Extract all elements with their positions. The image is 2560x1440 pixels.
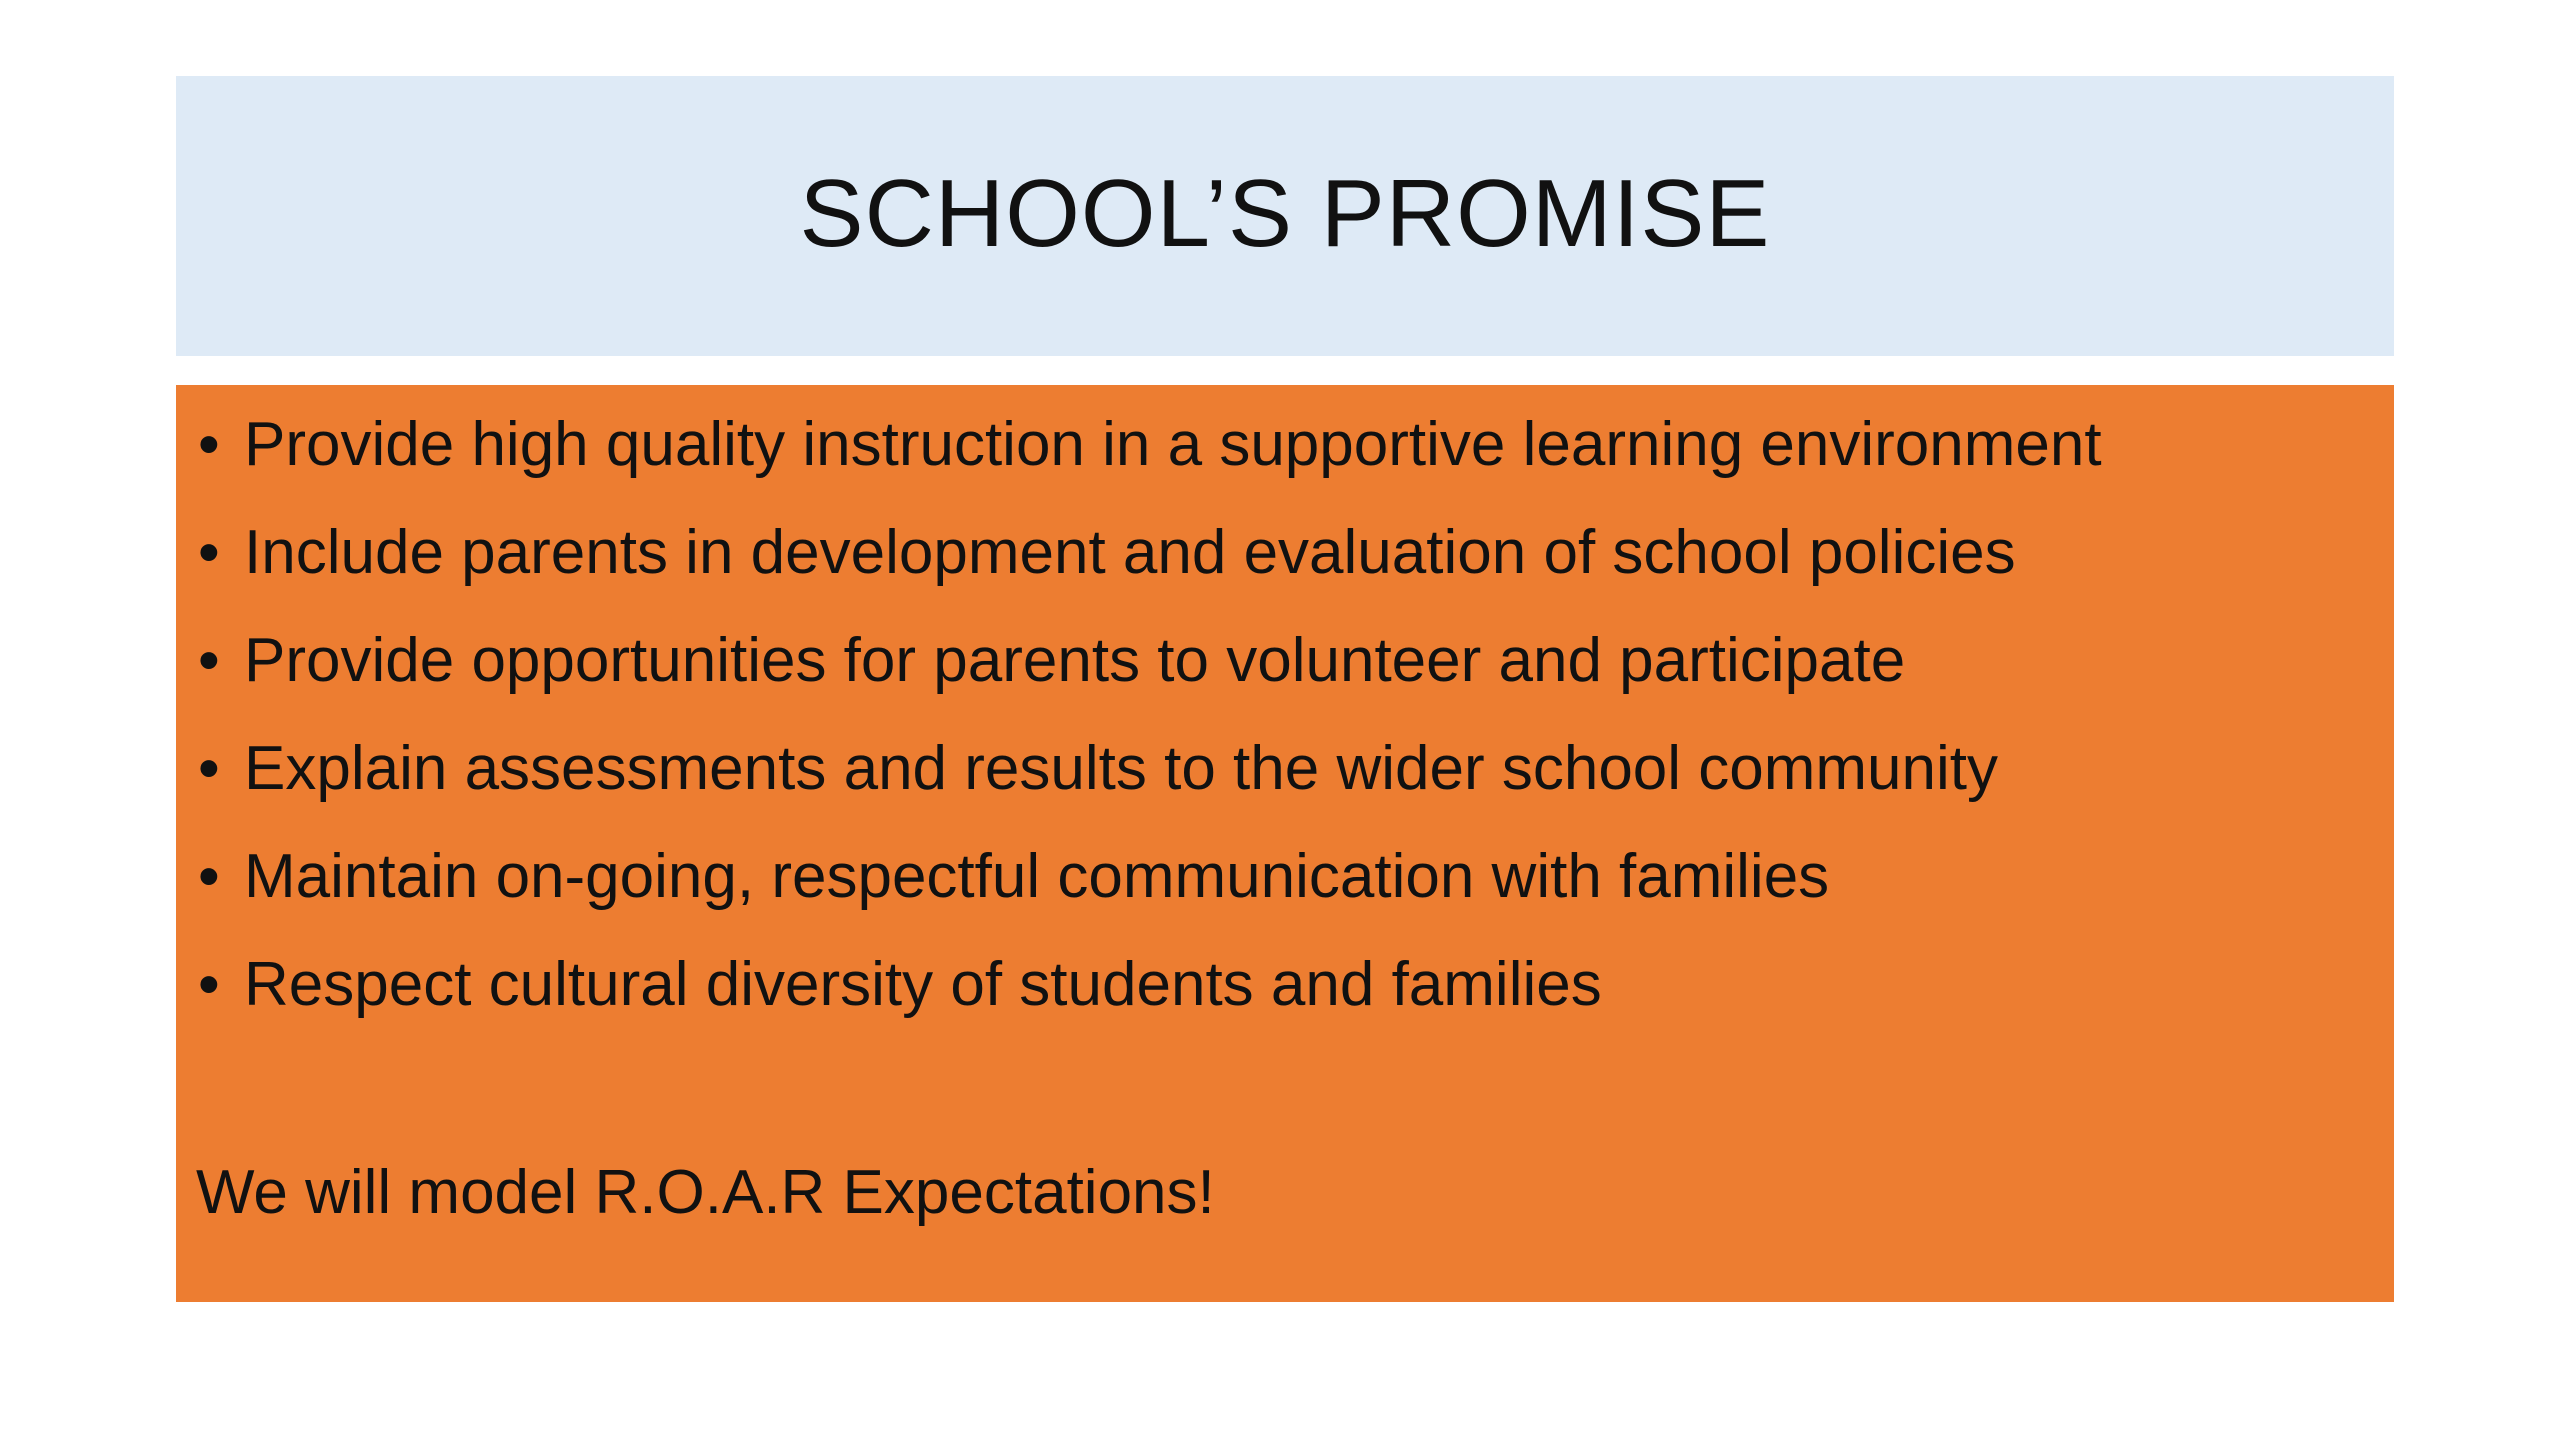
list-item bbox=[196, 935, 2386, 1043]
list-item-text: Explain assessments and results to the wider school community bbox=[244, 734, 1999, 803]
bullet-icon: • bbox=[198, 734, 220, 803]
list-item bbox=[196, 719, 2386, 827]
list-item-text: Provide opportunities for parents to volunteer and participate bbox=[244, 626, 1906, 695]
list-item-text: Provide high quality instruction in a supportive learning environment bbox=[244, 410, 2102, 479]
closing-statement: We will model R.O.A.R Expectations! bbox=[196, 1158, 1215, 1227]
list-item-text: Respect cultural diversity of students and families bbox=[244, 950, 1602, 1019]
bullet-icon: • bbox=[198, 626, 220, 695]
promise-content-box bbox=[176, 385, 2394, 1302]
list-item bbox=[196, 827, 2386, 935]
bullet-icon: • bbox=[198, 518, 220, 587]
promise-list bbox=[196, 395, 2386, 1043]
bullet-icon: • bbox=[198, 842, 220, 911]
list-item-text: Include parents in development and evaluation of school policies bbox=[244, 518, 2016, 587]
slide-title: SCHOOL’S PROMISE bbox=[799, 160, 1771, 267]
list-item bbox=[196, 395, 2386, 503]
list-item bbox=[196, 611, 2386, 719]
title-banner bbox=[176, 76, 2394, 356]
list-item-text: Maintain on-going, respectful communication with families bbox=[244, 842, 1830, 911]
bullet-icon: • bbox=[198, 410, 220, 479]
list-item bbox=[196, 503, 2386, 611]
bullet-icon: • bbox=[198, 950, 220, 1019]
